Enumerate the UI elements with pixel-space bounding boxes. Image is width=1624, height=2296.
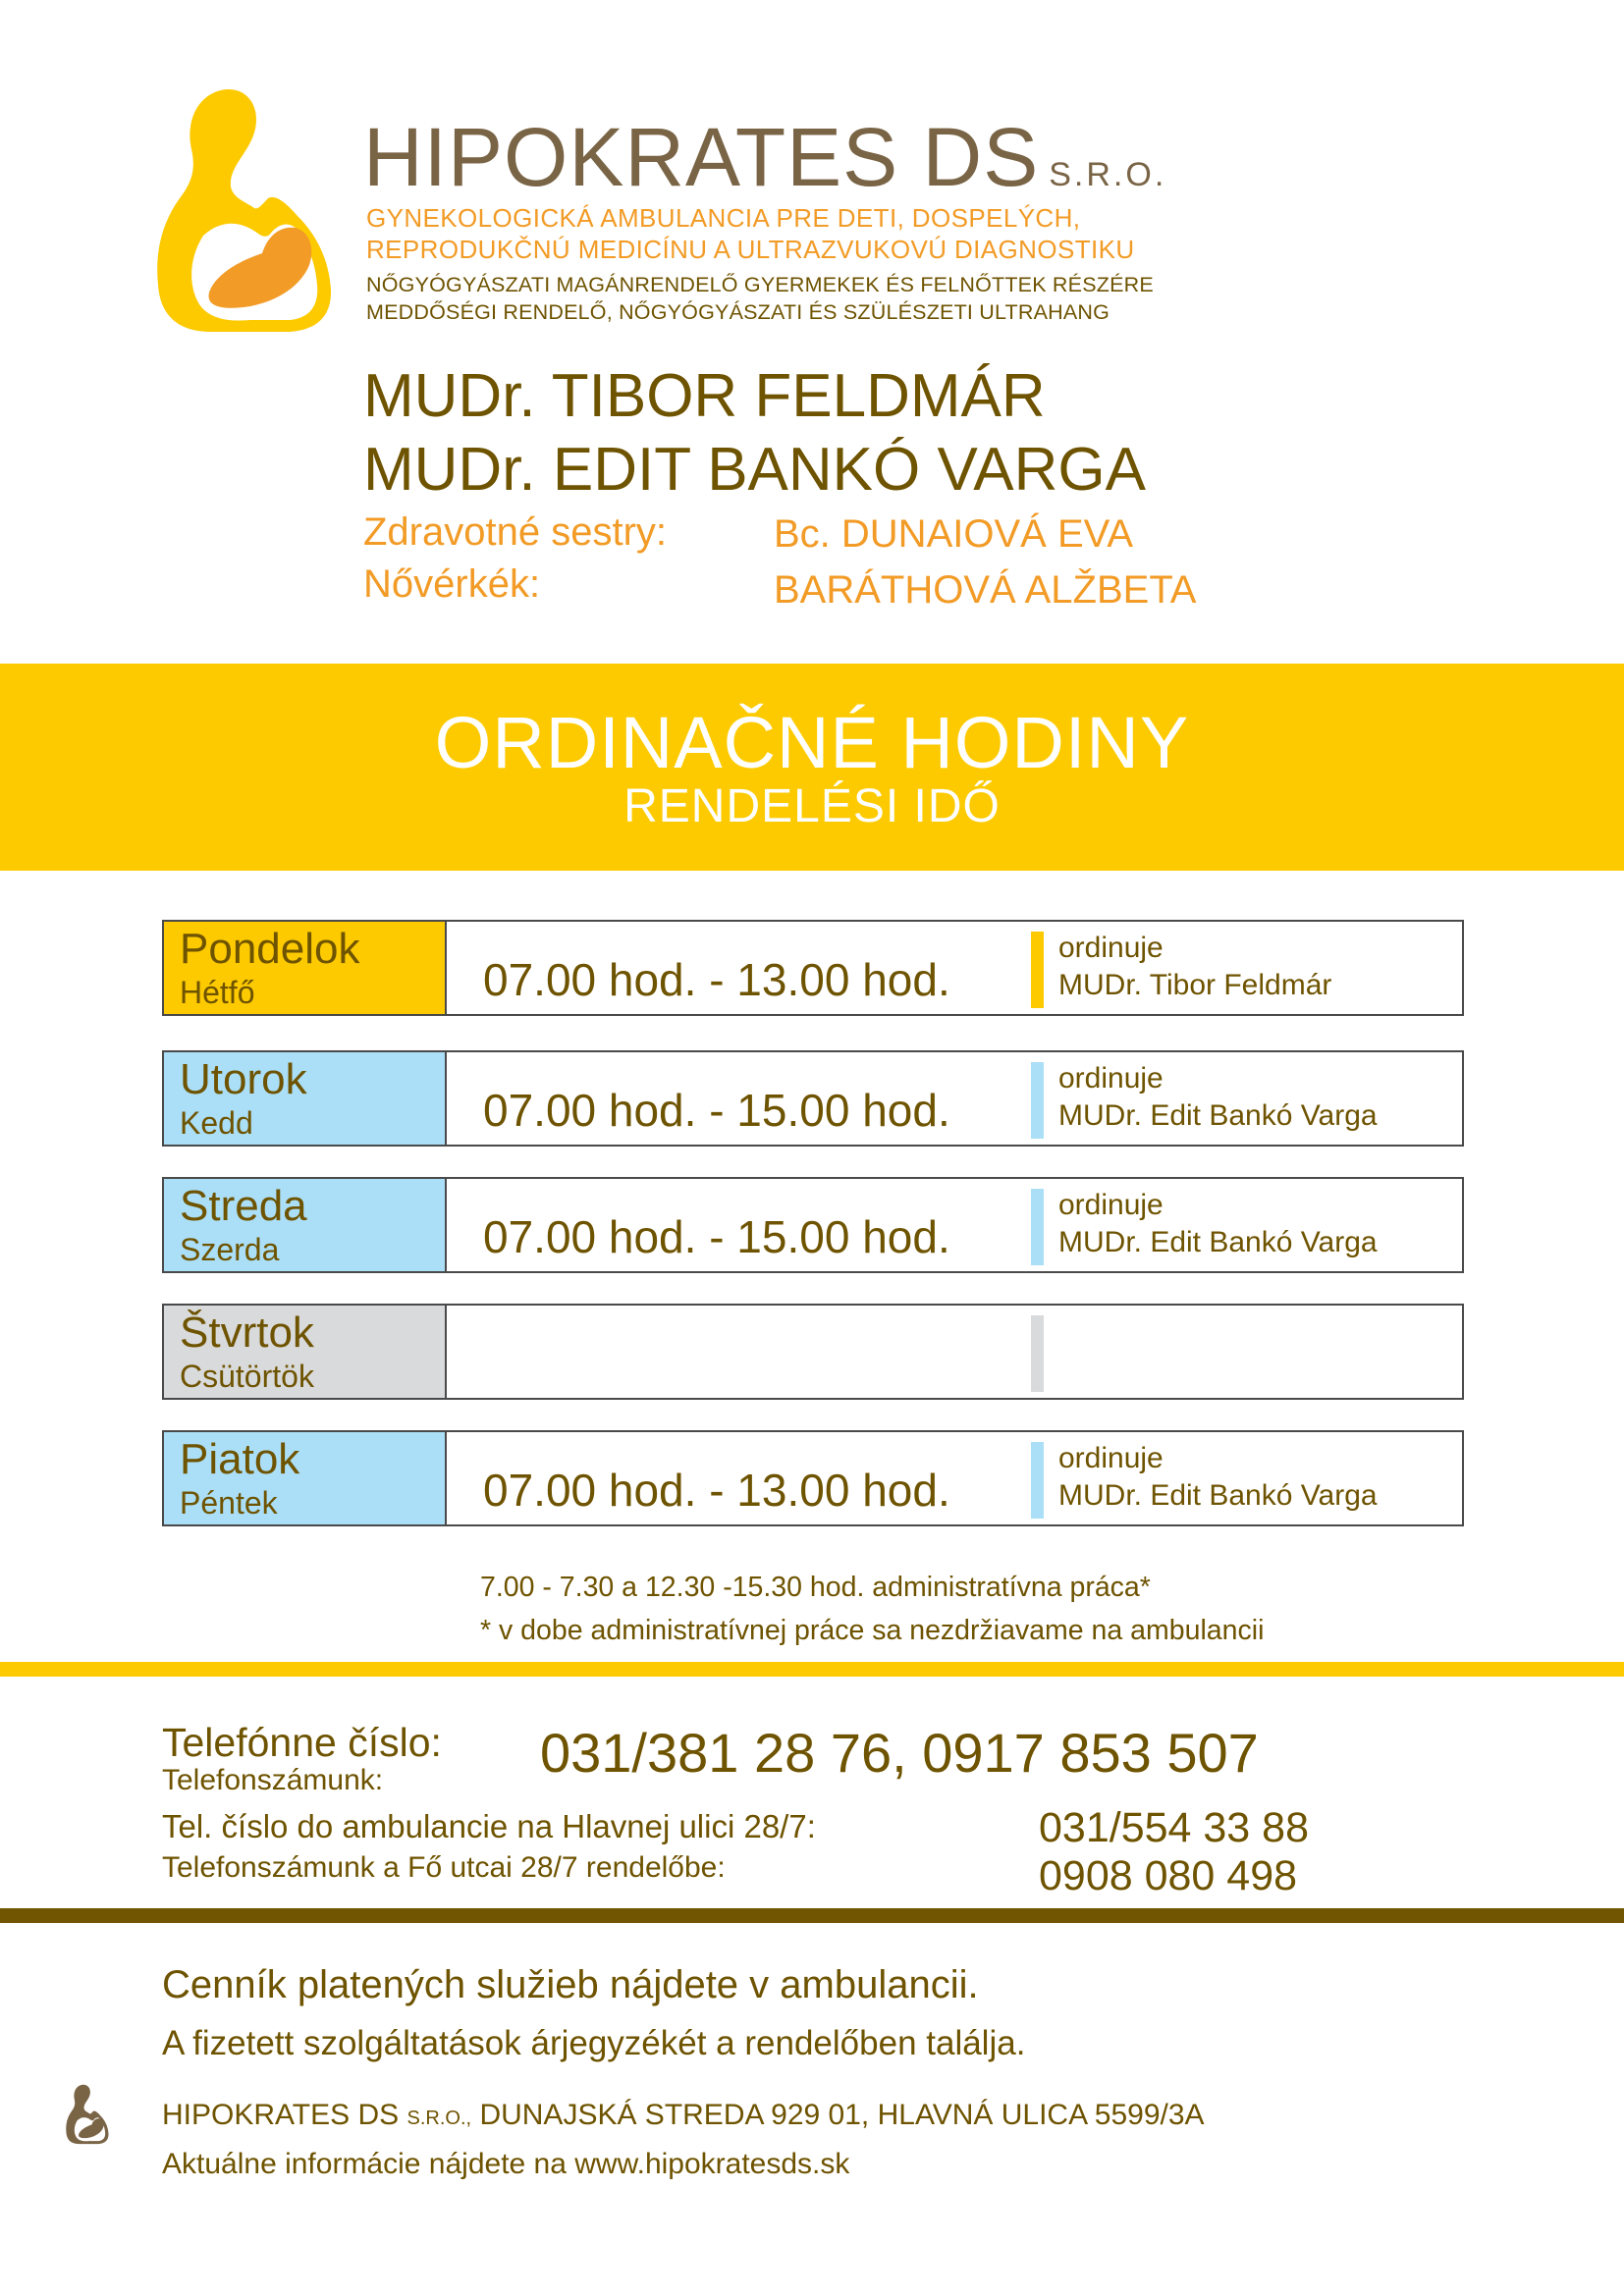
phone-label-sk: Telefónne číslo: (162, 1720, 442, 1765)
subtitle-sk-line-1: GYNEKOLOGICKÁ AMBULANCIA PRE DETI, DOSPELÝCH, (366, 203, 1081, 233)
day-name-sk: Štvrtok (180, 1308, 314, 1357)
company-address (162, 2101, 1205, 2130)
nurse-label-sk: Zdravotné sestry: (363, 510, 668, 554)
schedule-row-thursday (162, 1304, 1464, 1400)
ambulance-phone-label-sk: Tel. číslo do ambulancie na Hlavnej ulici 28/7: (162, 1808, 816, 1844)
ambulance-mobile-number[interactable]: 0908 080 498 (1039, 1852, 1298, 1899)
mother-and-child-small-logo-icon (65, 2079, 119, 2150)
doctor-color-marker (1031, 1442, 1044, 1519)
price-list-note-hu: A fizetett szolgáltatások árjegyzékét a rendelőben találja. (162, 2024, 1026, 2062)
doctor-name-1: MUDr. TIBOR FELDMÁR (363, 362, 1046, 430)
day-name-sk: Piatok (180, 1435, 300, 1483)
phone-label-hu: Telefonszámunk: (162, 1764, 384, 1796)
yellow-divider (0, 1662, 1624, 1677)
subtitle-hu-line-2: MEDDŐSÉGI RENDELŐ, NŐGYÓGYÁSZATI ÉS SZÜLÉSZETI ULTRAHANG (366, 300, 1110, 324)
day-name-hu: Csütörtök (180, 1359, 314, 1394)
subtitle-hu-line-1: NŐGYÓGYÁSZATI MAGÁNRENDELŐ GYERMEKEK ÉS FELNŐTTEK RÉSZÉRE (366, 273, 1154, 296)
brand-name (363, 111, 1167, 203)
company-suffix: S.R.O., (406, 2108, 472, 2129)
office-hours: 07.00 hod. - 15.00 hod. (483, 1085, 950, 1136)
doctor-on-duty: MUDr. Edit Bankó Varga (1058, 1479, 1378, 1512)
price-list-note-sk: Cenník platených služieb nájdete v ambulancii. (162, 1963, 979, 2006)
day-cell (164, 1306, 447, 1398)
subtitle-hungarian (366, 271, 1154, 326)
doctor-color-marker (1031, 1062, 1044, 1139)
admin-hours-footnote: * v dobe administratívnej práce sa nezdržiavame na ambulancii (480, 1615, 1265, 1646)
day-name-hu: Péntek (180, 1485, 278, 1521)
day-name-hu: Kedd (180, 1105, 253, 1141)
doctor-on-duty: MUDr. Edit Bankó Varga (1058, 1226, 1378, 1258)
brand-name-text: HIPOKRATES DS (363, 111, 1040, 203)
mother-and-child-logo-icon (152, 88, 373, 334)
main-phone-numbers[interactable]: 031/381 28 76, 0917 853 507 (540, 1722, 1259, 1784)
day-cell (164, 922, 447, 1014)
admin-hours-note: 7.00 - 7.30 a 12.30 -15.30 hod. administratívna práca* (480, 1572, 1151, 1603)
doctor-name-2: MUDr. EDIT BANKÓ VARGA (363, 436, 1146, 504)
day-name-hu: Hétfő (180, 975, 255, 1010)
day-name-sk: Utorok (180, 1055, 307, 1103)
doctor-prefix: ordinuje (1058, 932, 1164, 964)
doctor-color-marker (1031, 1315, 1044, 1392)
doctor-prefix: ordinuje (1058, 1442, 1164, 1474)
subtitle-slovak (366, 202, 1135, 265)
office-hours: 07.00 hod. - 13.00 hod. (483, 954, 950, 1005)
day-cell (164, 1432, 447, 1524)
day-name-hu: Szerda (180, 1232, 280, 1267)
doctor-on-duty: MUDr. Tibor Feldmár (1058, 969, 1332, 1001)
office-hours: 07.00 hod. - 13.00 hod. (483, 1465, 950, 1516)
doctor-prefix: ordinuje (1058, 1189, 1164, 1221)
hours-banner-subtitle: RENDELÉSI IDŐ (623, 780, 1001, 832)
schedule-row-wednesday (162, 1177, 1464, 1273)
doctor-on-duty: MUDr. Edit Bankó Varga (1058, 1099, 1378, 1132)
day-cell (164, 1179, 447, 1271)
brand-suffix: S.R.O. (1049, 156, 1167, 193)
day-name-sk: Streda (180, 1182, 307, 1230)
address-text: DUNAJSKÁ STREDA 929 01, HLAVNÁ ULICA 5599/3A (479, 2099, 1205, 2131)
schedule-row-tuesday (162, 1050, 1464, 1147)
schedule-row-friday (162, 1430, 1464, 1526)
doctor-prefix: ordinuje (1058, 1062, 1164, 1095)
website-line[interactable]: Aktuálne informácie nájdete na www.hipokratesds.sk (162, 2148, 850, 2180)
nurse-name-1: Bc. DUNAIOVÁ EVA (774, 512, 1134, 556)
ambulance-phone-label-hu: Telefonszámunk a Fő utcai 28/7 rendelőbe: (162, 1851, 726, 1884)
nurse-label-hu: Nővérkék: (363, 562, 541, 606)
company-name: HIPOKRATES DS (162, 2099, 400, 2131)
nurse-name-2: BARÁTHOVÁ ALŽBETA (774, 568, 1197, 612)
schedule-row-monday (162, 920, 1464, 1016)
office-hours: 07.00 hod. - 15.00 hod. (483, 1211, 950, 1262)
subtitle-sk-line-2: REPRODUKČNÚ MEDICÍNU A ULTRAZVUKOVÚ DIAGNOSTIKU (366, 235, 1135, 264)
day-name-sk: Pondelok (180, 925, 360, 973)
ambulance-phone-number[interactable]: 031/554 33 88 (1039, 1804, 1309, 1851)
day-cell (164, 1052, 447, 1145)
doctor-color-marker (1031, 1189, 1044, 1265)
hours-banner-title: ORDINAČNÉ HODINY (434, 702, 1190, 783)
brown-divider (0, 1908, 1624, 1923)
doctor-color-marker (1031, 932, 1044, 1008)
